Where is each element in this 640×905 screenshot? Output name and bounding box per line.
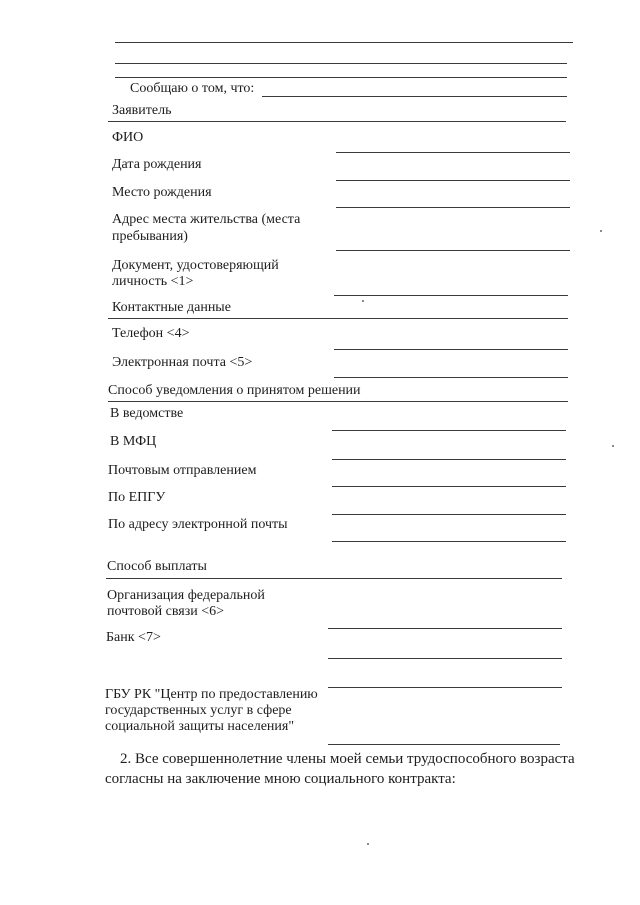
address-field[interactable] [336,250,570,251]
document-field[interactable] [334,295,568,296]
payment-bank-field[interactable] [328,658,562,659]
applicant-section-line [108,121,566,122]
payment-section-line [106,578,562,579]
payment-gbu-label-line1: ГБУ РК "Центр по предоставлению [105,687,318,702]
document-label-line1: Документ, удостоверяющий [112,258,279,273]
notify-mfc-label: В МФЦ [110,434,157,449]
contacts-section-label: Контактные данные [112,300,231,315]
applicant-section-label: Заявитель [112,103,172,118]
notification-section-line [108,401,568,402]
payment-gbu-label-line2: государственных услуг в сфере [105,703,292,718]
document-label-line2: личность <1> [112,274,194,289]
blank-line-top-2 [115,63,567,64]
payment-post-label-line2: почтовой связи <6> [107,604,225,619]
phone-label: Телефон <4> [112,326,190,341]
notify-epgu-label: По ЕПГУ [108,490,166,505]
scan-speck [362,300,364,302]
notify-agency-label: В ведомстве [110,406,184,421]
phone-field[interactable] [334,349,568,350]
payment-gbu-label-line3: социальной защиты населения" [105,719,295,734]
birth-place-field[interactable] [336,207,570,208]
address-label-line2: пребывания) [112,229,188,244]
scan-speck [367,843,369,845]
scan-speck [600,230,602,232]
payment-post-field[interactable] [328,628,562,629]
payment-post-label-line1: Организация федеральной [107,588,265,603]
intro-text: Сообщаю о том, что: [130,81,255,96]
intro-answer-line[interactable] [262,96,567,97]
fio-field[interactable] [336,152,570,153]
scan-speck [612,445,614,447]
email-field[interactable] [334,377,568,378]
blank-line-top-3 [115,77,567,78]
notify-mail-label: Почтовым отправлением [108,463,257,478]
blank-line-top-1 [115,42,573,43]
notify-email-label: По адресу электронной почты [108,517,288,532]
email-label: Электронная почта <5> [112,355,253,370]
notify-epgu-field[interactable] [332,514,566,515]
payment-extra-field[interactable] [328,687,562,688]
notify-mail-field[interactable] [332,486,566,487]
birth-date-label: Дата рождения [112,157,202,172]
notify-agency-field[interactable] [332,430,566,431]
contacts-section-line [108,318,568,319]
paragraph-2-line1: 2. Все совершеннолетние члены моей семьи трудоспособного возраста [120,751,575,767]
fio-label: ФИО [112,130,144,145]
payment-gbu-field[interactable] [328,744,560,745]
payment-section-label: Способ выплаты [107,559,207,574]
paragraph-2-line2: согласны на заключение мною социального контракта: [105,771,456,787]
notify-email-field[interactable] [332,541,566,542]
birth-date-field[interactable] [336,180,570,181]
notification-section-label: Способ уведомления о принятом решении [108,383,361,398]
address-label-line1: Адрес места жительства (места [112,212,301,227]
payment-bank-label: Банк <7> [106,630,161,645]
notify-mfc-field[interactable] [332,459,566,460]
birth-place-label: Место рождения [112,185,212,200]
